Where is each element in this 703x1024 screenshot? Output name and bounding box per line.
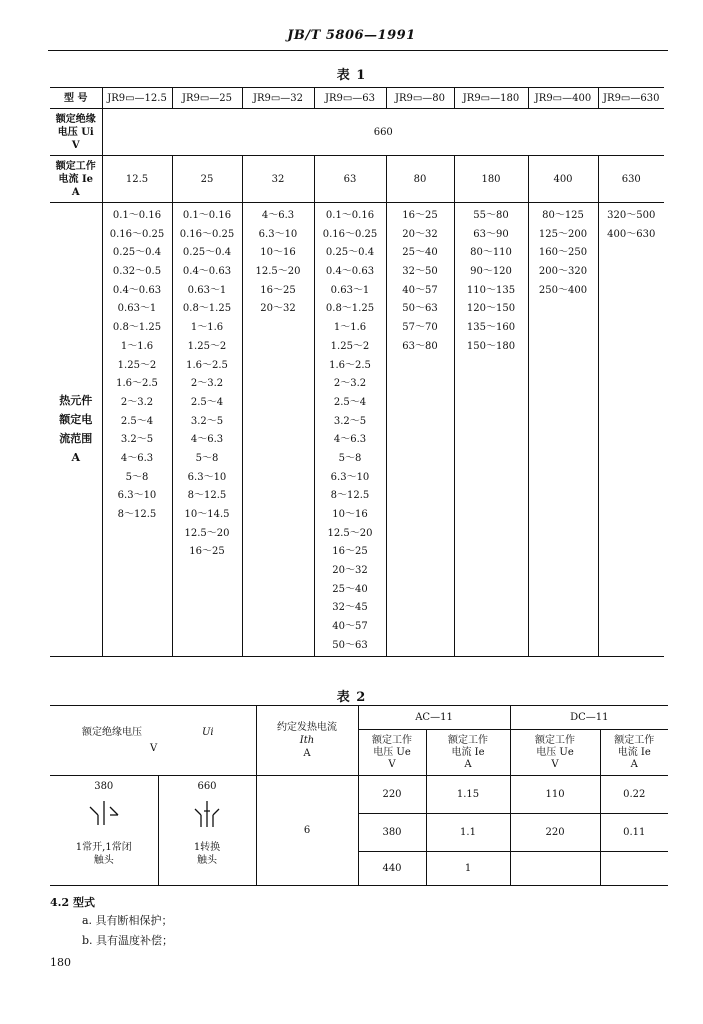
model-cell: JR9▭—25: [172, 88, 242, 109]
list-item: a. 具有断相保护；: [82, 914, 173, 927]
range-label: 热元件 额定电 流范围 A: [50, 203, 102, 657]
range-value: 8～12.5: [330, 490, 370, 502]
range-value: 0.63～1: [187, 284, 227, 296]
voltage-380: 380: [94, 781, 114, 792]
range-value: 0.8～1.25: [182, 303, 232, 315]
range-value: 90～120: [470, 266, 512, 278]
range-value: 16～25: [260, 284, 296, 296]
range-value: 0.16～0.25: [179, 228, 235, 240]
range-value: 12.5～20: [184, 527, 230, 539]
range-value: 32～45: [332, 602, 368, 614]
dc-curr: 0.11: [600, 814, 668, 852]
range-value: 20～32: [332, 565, 368, 577]
range-value: 1.6～2.5: [116, 378, 158, 390]
header-rule: [48, 50, 668, 51]
range-value: 320～500: [607, 210, 656, 221]
dc-volt-header: 额定工作 电压 Ue V: [510, 730, 600, 776]
current-cell: 63: [314, 156, 386, 203]
range-value: 8～12.5: [117, 509, 157, 520]
range-value: 3.2～5: [120, 434, 154, 446]
range-value: 2～3.2: [120, 396, 154, 408]
range-value: 0.16～0.25: [322, 228, 378, 240]
ac-volt-header: 额定工作 电压 Ue V: [358, 730, 426, 776]
range-value: 10～14.5: [184, 509, 230, 520]
range-cell: [102, 203, 172, 657]
current-cell: 400: [528, 156, 598, 203]
range-value: 0.25～0.4: [182, 247, 232, 259]
range-value: 4～6.3: [190, 434, 224, 446]
contact-660-cell: 660 1转换 触头: [158, 776, 256, 886]
range-value: 50～63: [402, 303, 438, 315]
current-row: [50, 156, 664, 203]
range-value: 4～6.3: [261, 210, 295, 221]
current-cell: 32: [242, 156, 314, 203]
range-value: 1.6～2.5: [329, 359, 371, 371]
insulation-label: 额定绝缘 电压 Ui V: [50, 109, 102, 156]
model-label: 型 号: [50, 88, 102, 109]
range-value: 0.1～0.16: [325, 210, 375, 221]
ac-volt: 220: [358, 776, 426, 814]
range-cell: [528, 203, 598, 657]
thermal-value: 6: [256, 776, 358, 886]
model-cell: JR9▭—63: [314, 88, 386, 109]
range-value: 10～16: [260, 247, 296, 259]
table2-row: [50, 776, 668, 814]
range-value: 5～8: [125, 471, 149, 483]
range-value: 5～8: [338, 452, 362, 464]
current-cell: 12.5: [102, 156, 172, 203]
ac-curr: 1: [426, 852, 510, 886]
range-value: 50～63: [332, 639, 368, 651]
ac-header: AC—11: [358, 706, 510, 730]
range-value: 0.1～0.16: [182, 210, 232, 221]
table1-caption: 表 1: [336, 68, 367, 83]
dc-curr: 0.22: [600, 776, 668, 814]
range-value: 160～250: [538, 247, 588, 259]
range-value: 0.4～0.63: [112, 284, 162, 296]
range-value: 40～57: [332, 621, 368, 633]
range-value: 2.5～4: [333, 396, 367, 408]
range-value: 400～630: [607, 228, 656, 240]
range-value: 6.3～10: [258, 228, 298, 240]
range-value: 32～50: [402, 266, 438, 278]
range-value: 0.1～0.16: [112, 210, 162, 221]
range-row: [50, 203, 664, 657]
current-cell: 25: [172, 156, 242, 203]
thermal-header: 约定发热电流 Ith A: [256, 706, 358, 776]
dc-curr: [600, 852, 668, 886]
range-cell: [386, 203, 454, 657]
dc-curr-header: 额定工作 电流 Ie A: [600, 730, 668, 776]
range-value: 12.5～20: [327, 527, 373, 539]
voltage-660: 660: [197, 781, 217, 792]
range-value: 250～400: [538, 284, 588, 296]
range-value: 135～160: [466, 322, 516, 334]
range-value: 1～1.6: [120, 340, 154, 352]
model-cell: JR9▭—180: [454, 88, 528, 109]
range-value: 16～25: [402, 210, 438, 221]
current-cell: 80: [386, 156, 454, 203]
range-value: 4～6.3: [120, 452, 154, 464]
dc-volt: 110: [510, 776, 600, 814]
range-value: 0.25～0.4: [325, 247, 375, 259]
range-value: 120～150: [466, 303, 516, 315]
insulation-header: 额定绝缘电压 V Ui: [50, 706, 256, 776]
range-value: 0.8～1.25: [325, 303, 375, 315]
range-value: 25～40: [332, 583, 368, 595]
ac-curr: 1.15: [426, 776, 510, 814]
nc-no-contact-icon: [84, 797, 124, 831]
range-value: 6.3～10: [117, 490, 157, 502]
range-value: 20～32: [402, 228, 438, 240]
range-value: 3.2～5: [333, 415, 367, 427]
range-value: 0.63～1: [330, 284, 370, 296]
range-value: 16～25: [332, 546, 368, 558]
range-value: 0.32～0.5: [112, 266, 162, 278]
range-value: 2.5～4: [120, 415, 154, 427]
range-value: 2～3.2: [333, 378, 367, 390]
list-item: b. 具有温度补偿；: [82, 934, 174, 947]
range-value: 0.16～0.25: [109, 228, 165, 240]
range-value: 6.3～10: [330, 471, 370, 483]
standard-header: JB/T 5806—1991: [287, 28, 416, 43]
range-value: 0.25～0.4: [112, 247, 162, 259]
range-cell: [454, 203, 528, 657]
table1: [50, 87, 664, 657]
range-value: 55～80: [473, 210, 509, 221]
model-cell: JR9▭—630: [598, 88, 664, 109]
model-row: [50, 88, 664, 109]
ac-curr: 1.1: [426, 814, 510, 852]
range-value: 10～16: [332, 509, 368, 520]
range-value: 0.4～0.63: [325, 266, 375, 278]
page-number: 180: [50, 956, 71, 969]
range-value: 12.5～20: [255, 266, 301, 278]
dc-volt: 220: [510, 814, 600, 852]
range-value: 4～6.3: [333, 434, 367, 446]
insulation-row: [50, 109, 664, 156]
range-value: 0.63～1: [117, 303, 157, 315]
range-value: 16～25: [189, 546, 225, 558]
model-cell: JR9▭—32: [242, 88, 314, 109]
ac-curr-header: 额定工作 电流 Ie A: [426, 730, 510, 776]
table2-caption: 表 2: [336, 690, 367, 705]
range-value: 125～200: [538, 228, 588, 240]
range-value: 63～80: [402, 340, 438, 352]
range-cell: [314, 203, 386, 657]
range-value: 57～70: [402, 322, 438, 334]
table2: [50, 705, 668, 886]
range-value: 1～1.6: [190, 322, 224, 334]
range-value: 25～40: [402, 247, 438, 259]
current-cell: 630: [598, 156, 664, 203]
range-value: 2～3.2: [190, 378, 224, 390]
range-value: 63～90: [473, 228, 509, 240]
range-value: 80～110: [470, 247, 512, 259]
range-value: 20～32: [260, 303, 296, 315]
table2-header-row-1: [50, 706, 668, 730]
current-label: 额定工作 电流 Ie A: [50, 156, 102, 203]
range-cell: [172, 203, 242, 657]
range-value: 0.4～0.63: [182, 266, 232, 278]
range-value: 6.3～10: [187, 471, 227, 483]
range-value: 150～180: [466, 340, 516, 352]
range-cell: [598, 203, 664, 657]
section-title: 4.2 型式: [50, 896, 95, 909]
dc-volt: [510, 852, 600, 886]
insulation-value: 660: [102, 109, 664, 156]
range-value: 1.25～2: [117, 359, 157, 371]
range-value: 1～1.6: [333, 322, 367, 334]
range-value: 1.25～2: [330, 340, 370, 352]
contact-380-cell: 380 1常开,1常闭 触头: [50, 776, 158, 886]
changeover-contact-icon: [187, 797, 227, 831]
range-value: 200～320: [538, 266, 588, 278]
model-cell: JR9▭—80: [386, 88, 454, 109]
dc-header: DC—11: [510, 706, 668, 730]
ac-volt: 440: [358, 852, 426, 886]
range-value: 5～8: [195, 452, 219, 464]
range-value: 1.25～2: [187, 340, 227, 352]
range-value: 1.6～2.5: [186, 359, 228, 371]
model-cell: JR9▭—12.5: [102, 88, 172, 109]
range-value: 3.2～5: [190, 415, 224, 427]
current-cell: 180: [454, 156, 528, 203]
range-value: 40～57: [402, 284, 438, 296]
ac-volt: 380: [358, 814, 426, 852]
range-value: 0.8～1.25: [112, 322, 162, 334]
model-cell: JR9▭—400: [528, 88, 598, 109]
range-cell: [242, 203, 314, 657]
range-value: 80～125: [542, 210, 584, 221]
range-value: 2.5～4: [190, 396, 224, 408]
range-value: 110～135: [466, 284, 516, 296]
range-value: 8～12.5: [187, 490, 227, 502]
